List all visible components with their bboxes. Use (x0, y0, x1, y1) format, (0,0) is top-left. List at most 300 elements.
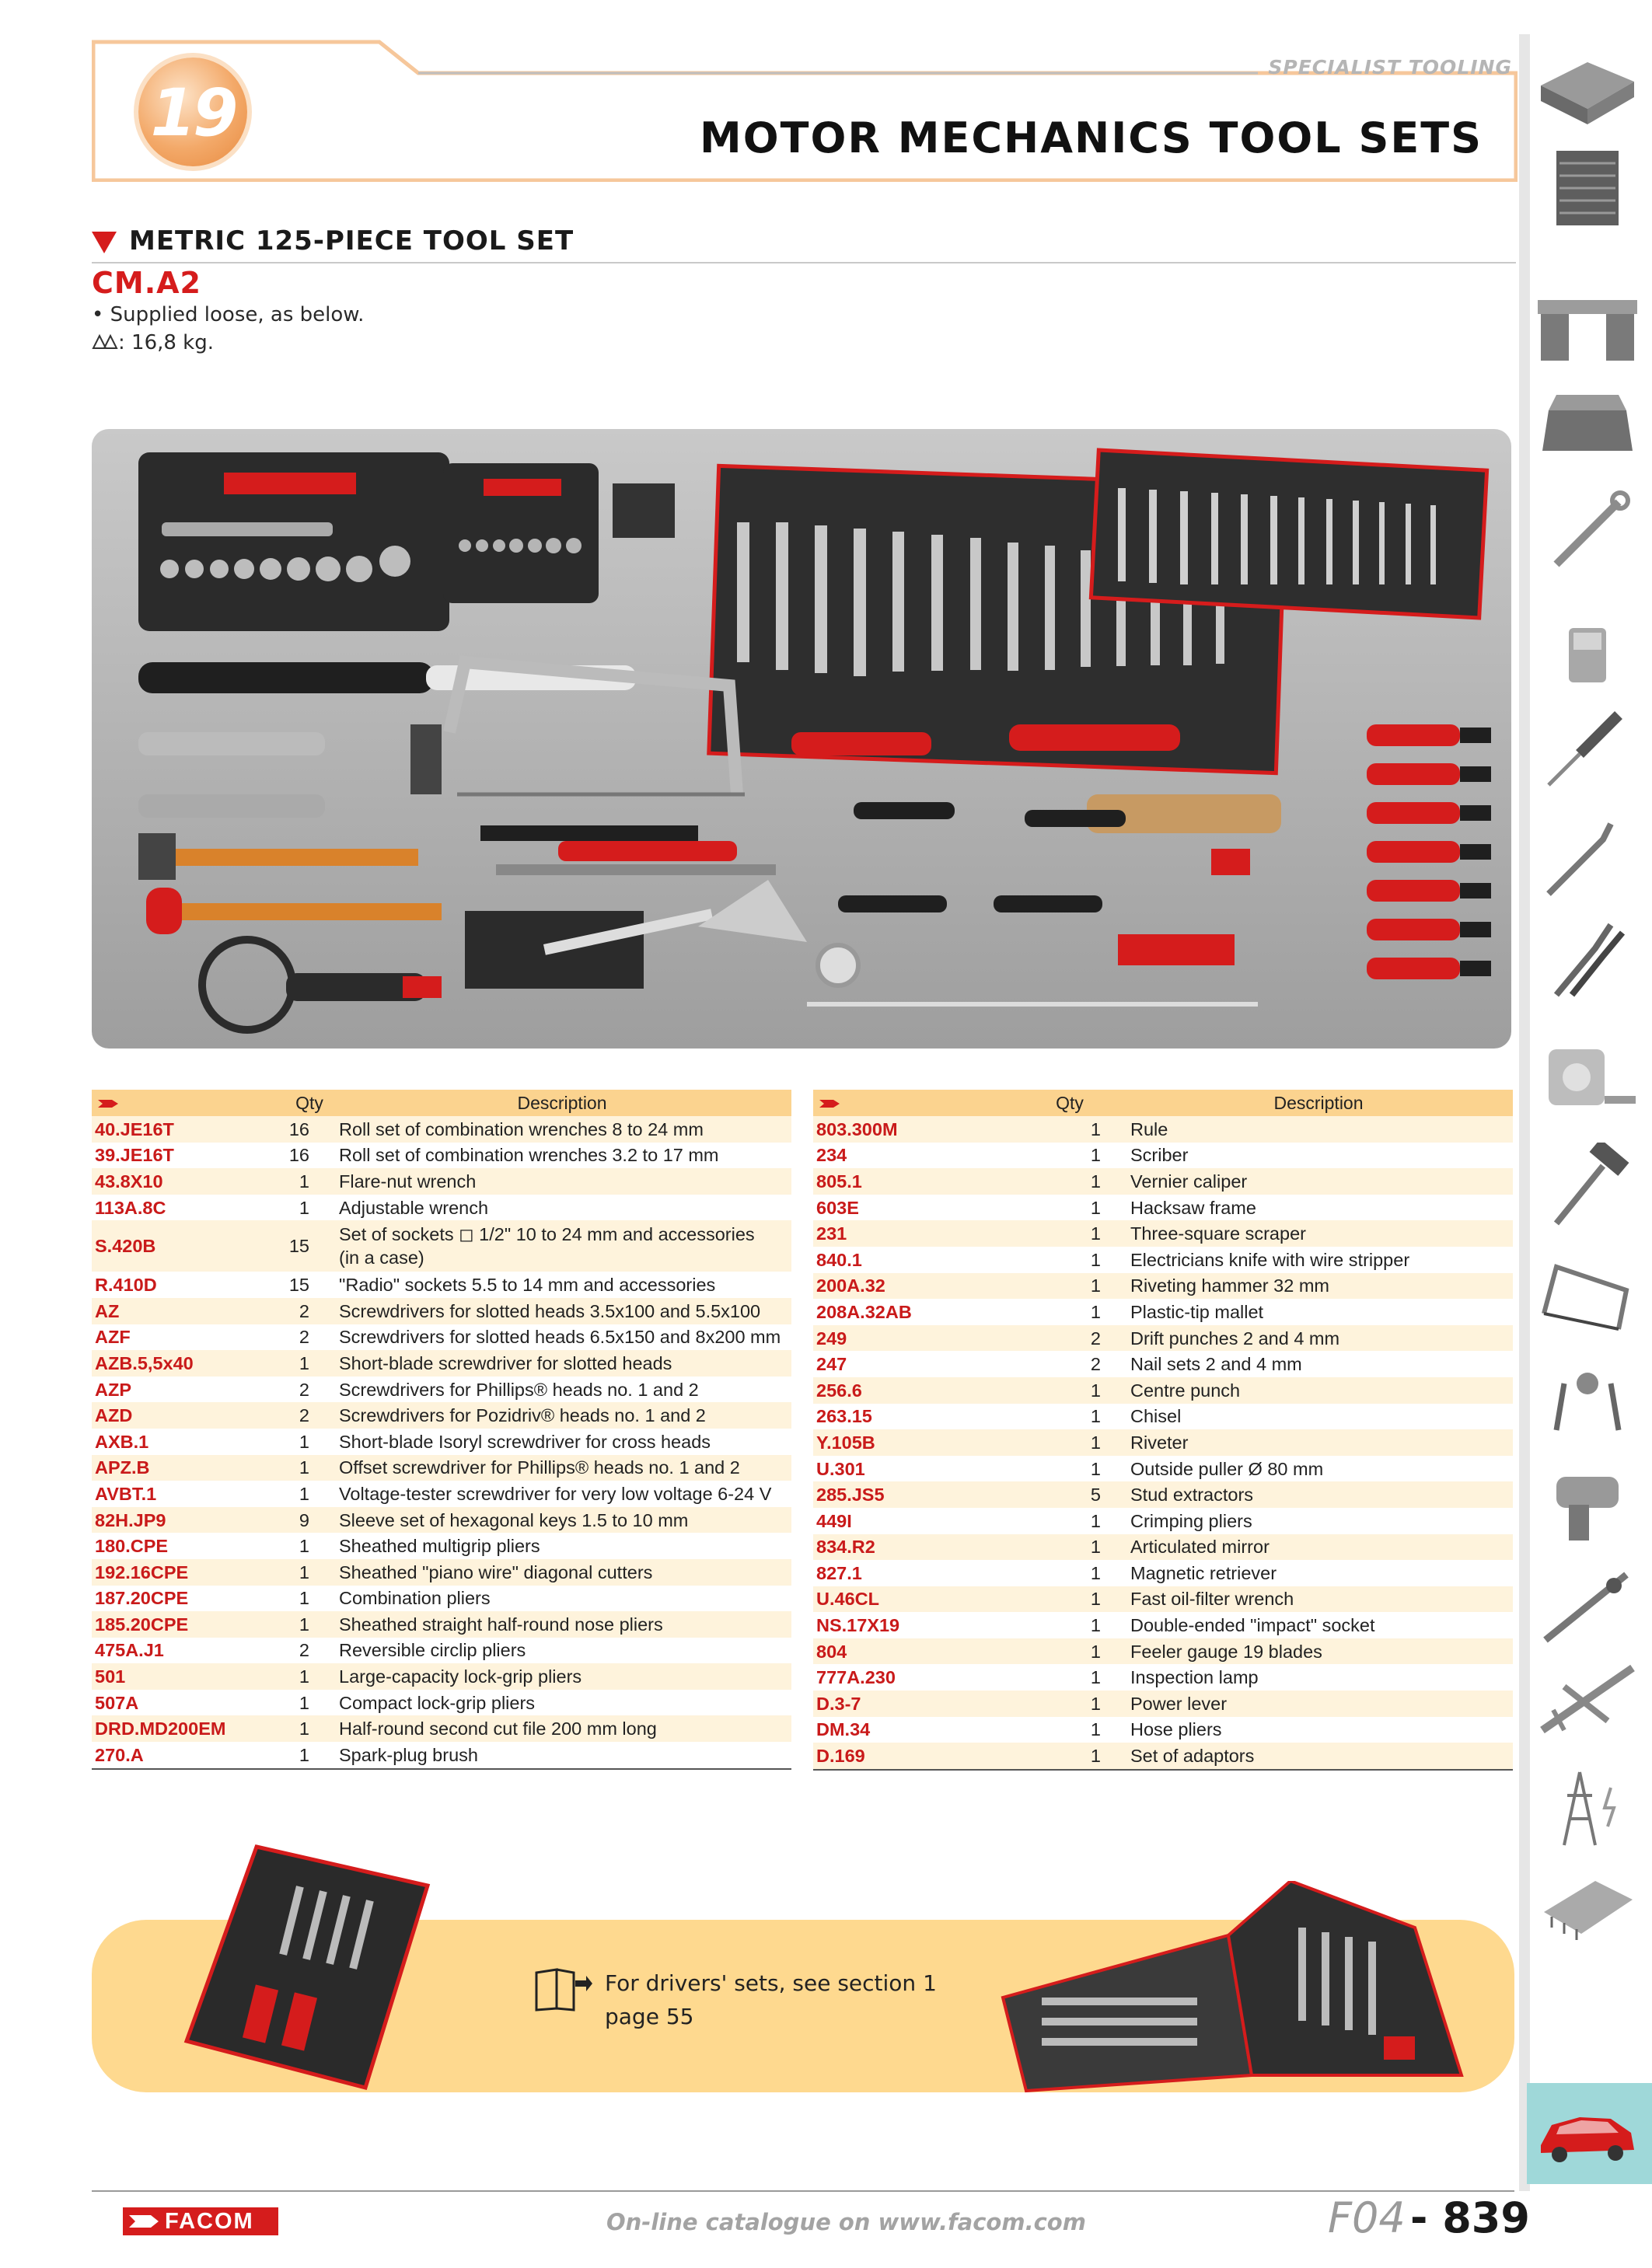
hacksaw-icon[interactable] (1533, 1251, 1642, 1338)
part-description (1124, 1664, 1513, 1691)
table-row (813, 1638, 1513, 1665)
part-ref: 270.A (92, 1742, 286, 1769)
part-qty: 1 (286, 1715, 333, 1742)
table-row (92, 1143, 791, 1169)
part-description (1124, 1429, 1513, 1456)
weight-value: : 16,8 kg. (118, 331, 215, 354)
description-line: Screwdrivers for Phillips® heads no. 1 and 2 (339, 1379, 699, 1400)
socket-icon[interactable] (1533, 614, 1642, 701)
part-description (1124, 1143, 1513, 1169)
table-row (92, 1611, 791, 1638)
table-row (813, 1612, 1513, 1638)
description-line: Half-round second cut file 200 mm long (339, 1718, 657, 1739)
section-heading: METRIC 125-PIECE TOOL SET (129, 225, 575, 256)
table-row (813, 1168, 1513, 1195)
table-row (92, 1272, 791, 1298)
description-line: Drift punches 2 and 4 mm (1130, 1328, 1340, 1349)
roll-pouch-photo (171, 1839, 474, 2095)
part-qty: 16 (286, 1116, 333, 1143)
part-ref: AVBT.1 (95, 1483, 157, 1504)
description-line: Vernier caliper (1130, 1171, 1248, 1192)
qty-column-header: Qty (286, 1090, 333, 1116)
part-ref: AZD (92, 1402, 286, 1429)
part-description (1124, 1456, 1513, 1482)
drivers-note-line2: page 55 (605, 2004, 694, 2029)
part-ref: 449I (816, 1510, 852, 1531)
part-description (1124, 1404, 1513, 1430)
part-description (1124, 1273, 1513, 1300)
part-description (333, 1350, 791, 1377)
part-description (333, 1402, 791, 1429)
part-qty: 1 (1090, 1667, 1101, 1688)
part-qty: 1 (299, 1197, 309, 1218)
table-row (92, 1559, 791, 1586)
part-ref: U.46CL (813, 1586, 1015, 1613)
part-ref: 475A.J1 (95, 1640, 164, 1661)
puller-icon[interactable] (1533, 1352, 1642, 1439)
part-ref: 43.8X10 (92, 1168, 286, 1195)
part-qty: 1 (286, 1742, 333, 1769)
part-qty: 5 (1015, 1481, 1124, 1508)
weight-icon (92, 333, 118, 351)
parts-table-left (92, 1090, 791, 1770)
part-ref: AZB.5,5x40 (92, 1350, 286, 1377)
part-qty: 1 (1090, 1406, 1101, 1427)
description-line: Short-blade screwdriver for slotted heads (339, 1352, 672, 1373)
table-row (813, 1429, 1513, 1456)
part-description (1124, 1168, 1513, 1195)
table-row (92, 1377, 791, 1403)
part-description (333, 1481, 791, 1507)
part-qty: 15 (286, 1220, 333, 1272)
pliers-icon[interactable] (1533, 917, 1642, 1004)
sidebar-strip (1519, 34, 1530, 2191)
part-ref: 804 (813, 1638, 1015, 1665)
part-ref: 507A (95, 1692, 139, 1713)
table-row (813, 1299, 1513, 1325)
part-ref: 501 (92, 1663, 286, 1690)
part-qty: 1 (286, 1350, 333, 1377)
part-description (333, 1143, 791, 1169)
part-description (1124, 1534, 1513, 1561)
part-qty: 1 (1015, 1377, 1124, 1404)
part-qty: 1 (299, 1483, 309, 1504)
brand-name: FACOM (165, 2209, 254, 2234)
description-line: Inspection lamp (1130, 1667, 1259, 1688)
part-ref: 234 (816, 1145, 847, 1166)
part-qty: 2 (299, 1327, 309, 1348)
description-line: Articulated mirror (1130, 1537, 1270, 1558)
part-description (1124, 1116, 1513, 1143)
description-column-header: Description (1124, 1090, 1513, 1116)
part-ref: AXB.1 (95, 1431, 149, 1452)
table-row (92, 1533, 791, 1559)
qty-column-header: Qty (1015, 1090, 1124, 1116)
part-ref: 603E (816, 1197, 859, 1218)
part-description (1124, 1325, 1513, 1352)
part-ref: Y.105B (813, 1429, 1015, 1456)
part-ref: 200A.32 (813, 1273, 1015, 1300)
tape-measure-icon[interactable] (1533, 1034, 1642, 1121)
part-ref: DM.34 (816, 1719, 871, 1740)
table-row (92, 1663, 791, 1690)
description-line: Adjustable wrench (339, 1197, 489, 1218)
table-row (813, 1116, 1513, 1143)
book-arrow-icon (533, 1966, 592, 2012)
hammer-icon[interactable] (1533, 1143, 1642, 1230)
toolset-photo (92, 429, 1511, 1049)
part-description (333, 1168, 791, 1195)
part-ref: 803.300M (813, 1116, 1015, 1143)
part-description (333, 1377, 791, 1403)
part-description (333, 1298, 791, 1324)
part-description (333, 1533, 791, 1559)
part-qty: 1 (1015, 1273, 1124, 1300)
part-qty: 1 (1090, 1510, 1101, 1531)
part-description (333, 1611, 791, 1638)
description-line: Riveter (1130, 1432, 1189, 1453)
description-line: Outside puller Ø 80 mm (1130, 1458, 1324, 1479)
table-row (92, 1715, 791, 1742)
description-line: Riveting hammer 32 mm (1130, 1275, 1329, 1296)
part-description (1124, 1717, 1513, 1743)
part-ref: S.420B (92, 1220, 286, 1272)
description-line: Sheathed multigrip pliers (339, 1536, 540, 1557)
description-line: "Radio" sockets 5.5 to 14 mm and accessories (339, 1275, 716, 1296)
part-ref: AZ (92, 1298, 286, 1324)
table-row (813, 1220, 1513, 1247)
part-ref: 247 (816, 1354, 847, 1375)
part-qty: 1 (286, 1455, 333, 1481)
part-qty: 1 (1015, 1638, 1124, 1665)
table-row (813, 1351, 1513, 1377)
section-divider (92, 262, 1516, 263)
part-qty: 1 (1015, 1116, 1124, 1143)
part-qty: 1 (1015, 1429, 1124, 1456)
table-row (813, 1325, 1513, 1352)
table-row (92, 1507, 791, 1534)
part-description (1124, 1560, 1513, 1586)
description-line: Offset screwdriver for Phillips® heads no. 1 and 2 (339, 1457, 740, 1478)
description-line: Reversible circlip pliers (339, 1640, 526, 1661)
part-qty: 1 (1015, 1220, 1124, 1247)
workbench-icon[interactable] (1533, 47, 1642, 134)
description-line: Screwdrivers for Pozidriv® heads no. 1 and 2 (339, 1405, 706, 1426)
description-line: Chisel (1130, 1406, 1182, 1427)
part-ref: 777A.230 (816, 1667, 896, 1688)
description-column-header: Description (333, 1090, 791, 1116)
part-qty: 2 (1015, 1325, 1124, 1352)
section-triangle-icon (92, 232, 117, 253)
tool-cabinet-icon[interactable] (1533, 146, 1642, 233)
part-qty: 2 (299, 1640, 309, 1661)
part-ref: 834.R2 (813, 1534, 1015, 1561)
part-description (333, 1663, 791, 1690)
part-qty: 2 (286, 1298, 333, 1324)
part-ref: U.301 (816, 1458, 865, 1479)
table-row (813, 1534, 1513, 1561)
part-description (1124, 1195, 1513, 1221)
table-row (92, 1402, 791, 1429)
drivers-note-line1: For drivers' sets, see section 1 (605, 1970, 937, 1996)
part-qty: 1 (299, 1588, 309, 1609)
part-qty: 1 (299, 1431, 309, 1452)
table-row (92, 1481, 791, 1507)
part-ref: 187.20CPE (95, 1588, 189, 1609)
description-line: Nail sets 2 and 4 mm (1130, 1354, 1302, 1375)
part-ref: 805.1 (813, 1168, 1015, 1195)
table-row (813, 1143, 1513, 1169)
table-row (813, 1508, 1513, 1534)
part-description (333, 1220, 791, 1272)
description-line: (in a case) (339, 1247, 424, 1268)
ref-column-header (813, 1090, 1015, 1116)
part-qty: 1 (1015, 1691, 1124, 1717)
description-line: Set of adaptors (1130, 1746, 1255, 1767)
part-qty: 1 (1090, 1145, 1101, 1166)
part-description (333, 1742, 791, 1769)
part-description (1124, 1508, 1513, 1534)
table-row (813, 1456, 1513, 1482)
product-ref: CM.A2 (92, 266, 201, 300)
part-description (1124, 1220, 1513, 1247)
table-row (813, 1404, 1513, 1430)
description-line: Hose pliers (1130, 1719, 1222, 1740)
table-row (92, 1586, 791, 1612)
online-catalogue-link[interactable]: On-line catalogue on www.facom.com (606, 2209, 1086, 2235)
part-description (333, 1586, 791, 1612)
part-description (1124, 1481, 1513, 1508)
part-ref: 39.JE16T (95, 1145, 174, 1166)
description-line: Feeler gauge 19 blades (1130, 1641, 1322, 1662)
part-ref: 263.15 (816, 1406, 872, 1427)
table-row (92, 1298, 791, 1324)
description-line: Power lever (1130, 1693, 1228, 1714)
description-line: Plastic-tip mallet (1130, 1301, 1264, 1322)
page-number: - 839 (1410, 2193, 1530, 2242)
part-description (1124, 1743, 1513, 1770)
part-qty: 9 (286, 1507, 333, 1534)
part-qty: 1 (1090, 1249, 1101, 1270)
description-line: Flare-nut wrench (339, 1171, 477, 1192)
part-ref: 285.JS5 (813, 1481, 1015, 1508)
part-description (333, 1507, 791, 1534)
part-qty: 1 (1090, 1301, 1101, 1322)
category-label: SPECIALIST TOOLING (1268, 56, 1512, 79)
table-row (92, 1429, 791, 1455)
part-ref: 231 (813, 1220, 1015, 1247)
part-ref: 827.1 (816, 1562, 862, 1583)
part-ref: D.169 (813, 1743, 1015, 1770)
description-line: Sheathed straight half-round nose pliers (339, 1614, 663, 1635)
table-row (92, 1168, 791, 1195)
part-qty: 1 (1015, 1586, 1124, 1613)
description-line: Screwdrivers for slotted heads 6.5x150 and 8x200 mm (339, 1327, 781, 1348)
table-row (92, 1742, 791, 1769)
table-row (813, 1743, 1513, 1770)
description-line: Set of sockets ◻ 1/2" 10 to 24 mm and accessories (339, 1224, 755, 1245)
part-description (333, 1324, 791, 1351)
part-ref: 113A.8C (95, 1197, 166, 1218)
description-line: Electricians knife with wire stripper (1130, 1249, 1410, 1270)
table-row (813, 1247, 1513, 1273)
description-line: Spark-plug brush (339, 1744, 478, 1765)
part-ref: 82H.JP9 (92, 1507, 286, 1534)
part-ref: R.410D (95, 1275, 157, 1296)
description-line: Voltage-tester screwdriver for very low voltage 6-24 V (339, 1483, 772, 1504)
supply-note: • Supplied loose, as below. (92, 303, 365, 326)
table-row (813, 1481, 1513, 1508)
table-row (92, 1195, 791, 1221)
description-line: Centre punch (1130, 1380, 1241, 1401)
part-qty: 1 (286, 1559, 333, 1586)
description-line: Three-square scraper (1130, 1223, 1306, 1244)
part-description (1124, 1638, 1513, 1665)
footer-divider (92, 2190, 1514, 2192)
description-line: Rule (1130, 1118, 1168, 1139)
table-row (813, 1586, 1513, 1613)
part-qty: 1 (1015, 1168, 1124, 1195)
facom-arrow-icon (96, 1098, 120, 1109)
part-ref: D.3-7 (813, 1691, 1015, 1717)
facom-arrow-icon (127, 2213, 160, 2230)
part-qty: 1 (1015, 1743, 1124, 1770)
part-qty: 1 (286, 1168, 333, 1195)
part-description (1124, 1351, 1513, 1377)
part-description (1124, 1299, 1513, 1325)
part-ref: APZ.B (92, 1455, 286, 1481)
description-line: Crimping pliers (1130, 1510, 1252, 1531)
part-ref: 180.CPE (95, 1536, 169, 1557)
part-description (333, 1429, 791, 1455)
part-description (1124, 1247, 1513, 1273)
part-qty: 1 (286, 1611, 333, 1638)
part-description (1124, 1691, 1513, 1717)
table-row (92, 1638, 791, 1664)
table-header-row (92, 1090, 791, 1116)
description-line: Roll set of combination wrenches 8 to 24 mm (339, 1118, 704, 1139)
table-row (92, 1690, 791, 1716)
part-ref: AZP (95, 1379, 131, 1400)
table-row (92, 1116, 791, 1143)
table-row (92, 1455, 791, 1481)
description-line: Short-blade Isoryl screwdriver for cross heads (339, 1431, 711, 1452)
description-line: Magnetic retriever (1130, 1562, 1277, 1583)
tool-case-photo (995, 1881, 1477, 2099)
facom-logo (123, 2207, 278, 2235)
description-line: Hacksaw frame (1130, 1197, 1256, 1218)
part-description (333, 1638, 791, 1664)
bench-icon[interactable] (1533, 289, 1642, 376)
table-row (813, 1664, 1513, 1691)
table-row (813, 1195, 1513, 1221)
part-qty: 1 (1090, 1197, 1101, 1218)
chapter-number: 19 (150, 75, 236, 151)
part-ref: 256.6 (813, 1377, 1015, 1404)
table-row (813, 1560, 1513, 1586)
part-ref: 192.16CPE (92, 1559, 286, 1586)
table-row (92, 1324, 791, 1351)
car-icon[interactable] (1533, 2094, 1642, 2175)
table-row (813, 1273, 1513, 1300)
table-row (813, 1377, 1513, 1404)
part-ref: 185.20CPE (92, 1611, 286, 1638)
description-line: Fast oil-filter wrench (1130, 1589, 1294, 1610)
table-row (813, 1691, 1513, 1717)
description-line: Double-ended "impact" socket (1130, 1615, 1375, 1636)
facom-arrow-icon (818, 1098, 841, 1109)
part-qty: 1 (1015, 1534, 1124, 1561)
part-qty: 2 (299, 1379, 309, 1400)
part-qty: 1 (1090, 1719, 1101, 1740)
chapter-badge (138, 58, 247, 166)
electronics-icon[interactable] (1533, 1865, 1642, 1952)
part-qty: 2 (286, 1402, 333, 1429)
electrical-pylon-icon[interactable] (1533, 1764, 1642, 1851)
part-description (333, 1690, 791, 1716)
part-description (333, 1455, 791, 1481)
part-ref: AZF (95, 1327, 131, 1348)
part-description (333, 1116, 791, 1143)
parts-table-right (813, 1090, 1513, 1771)
page-title: MOTOR MECHANICS TOOL SETS (700, 113, 1483, 162)
screwdriver-icon[interactable] (1533, 707, 1642, 794)
aircraft-icon[interactable] (1533, 1656, 1642, 1743)
part-qty: 1 (1090, 1562, 1101, 1583)
part-description (333, 1559, 791, 1586)
part-description (333, 1272, 791, 1298)
part-ref: 249 (813, 1325, 1015, 1352)
weight-note (92, 331, 214, 354)
part-qty: 1 (299, 1536, 309, 1557)
torque-wrench-icon[interactable] (1533, 1562, 1642, 1649)
table-row (92, 1220, 791, 1272)
part-qty: 1 (1090, 1615, 1101, 1636)
part-description (1124, 1586, 1513, 1613)
part-qty: 1 (299, 1692, 309, 1713)
description-line: Compact lock-grip pliers (339, 1692, 536, 1713)
part-ref: DRD.MD200EM (92, 1715, 286, 1742)
table-row (92, 1350, 791, 1377)
part-ref: NS.17X19 (816, 1615, 900, 1636)
table-header-row (813, 1090, 1513, 1116)
part-ref: 40.JE16T (92, 1116, 286, 1143)
part-description (333, 1715, 791, 1742)
description-line: Scriber (1130, 1145, 1189, 1166)
hex-key-icon[interactable] (1533, 816, 1642, 903)
part-description (333, 1195, 791, 1221)
part-qty: 16 (288, 1145, 309, 1166)
part-description (1124, 1377, 1513, 1404)
description-line: Roll set of combination wrenches 3.2 to 17 mm (339, 1145, 719, 1166)
toolbox-icon[interactable] (1533, 379, 1642, 466)
page-code: F04 (1328, 2193, 1406, 2242)
description-line: Sleeve set of hexagonal keys 1.5 to 10 mm (339, 1509, 689, 1530)
description-line: Screwdrivers for slotted heads 3.5x100 and 5.5x100 (339, 1300, 761, 1321)
part-qty: 15 (288, 1275, 309, 1296)
impact-wrench-icon[interactable] (1533, 1461, 1642, 1548)
part-ref: 840.1 (816, 1249, 862, 1270)
wrench-icon[interactable] (1533, 490, 1642, 577)
part-qty: 1 (1090, 1458, 1101, 1479)
part-qty: 2 (1090, 1354, 1101, 1375)
ref-column-header (92, 1090, 286, 1116)
description-line: Large-capacity lock-grip pliers (339, 1666, 582, 1687)
description-line: Stud extractors (1130, 1485, 1254, 1506)
part-qty: 1 (286, 1663, 333, 1690)
description-line: Combination pliers (339, 1588, 491, 1609)
part-description (1124, 1612, 1513, 1638)
